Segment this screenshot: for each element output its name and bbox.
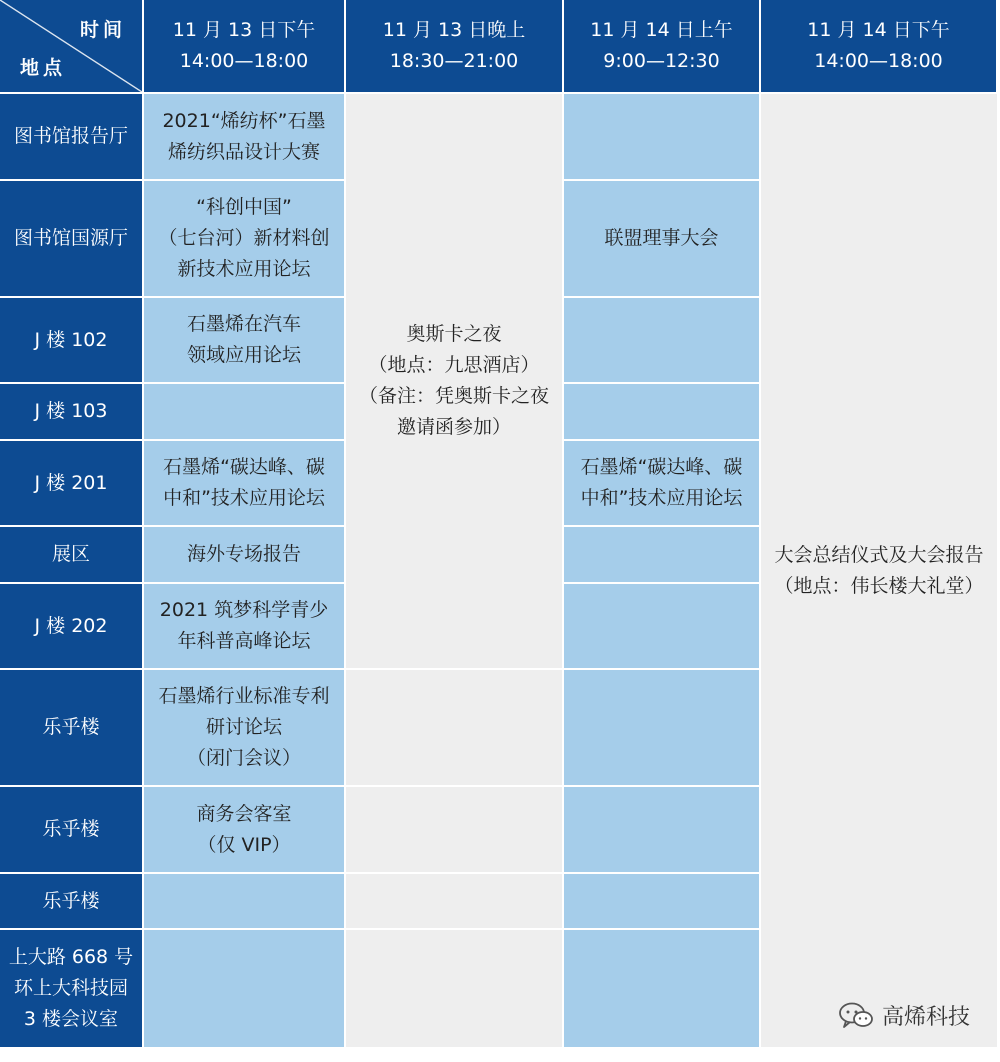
header-row [0,0,997,93]
session-13-evening-cell [345,669,563,786]
session-13-afternoon-cell [143,873,345,929]
afternoon-14-event-label: 大会总结仪式及大会报告 （地点：伟长楼大礼堂） [774,543,984,597]
location-cell [0,583,143,669]
location-cell [0,93,143,180]
session-13-afternoon-cell [143,93,345,180]
location-cell [0,873,143,929]
session-label: 海外专场报告 [186,543,301,565]
session-13-afternoon-cell [143,440,345,526]
corner-cell [0,0,143,93]
location-cell [0,440,143,526]
session-label: 石墨烯行业标准专利 研讨论坛 （闭门会议） [158,685,330,769]
session-label: “科创中国” （七台河）新材料创 新技术应用论坛 [158,196,330,280]
location-cell [0,526,143,583]
location-cell [0,669,143,786]
location-label: J 楼 102 [34,328,108,351]
watermark [838,1003,970,1033]
session-14-morning-cell [563,297,760,383]
session-13-afternoon-cell [143,786,345,873]
session-14-morning-cell [563,583,760,669]
location-label: 乐乎楼 [42,716,100,738]
corner-location-label: 地点 [20,57,67,79]
location-label: 乐乎楼 [42,818,100,840]
location-label: 展区 [51,543,90,565]
column-header-4-label: 11 月 14 日下午 14:00—18:00 [807,19,950,72]
session-14-morning-cell [563,873,760,929]
session-14-morning-cell [563,383,760,440]
location-cell [0,180,143,297]
location-cell [0,929,143,1048]
session-label: 石墨烯在汽车 领域应用论坛 [186,313,301,366]
column-header-4 [760,0,997,93]
column-header-3-label: 11 月 14 日上午 9:00—12:30 [590,19,733,72]
session-label: 联盟理事大会 [604,227,719,249]
location-label: 乐乎楼 [42,889,100,912]
session-14-morning-cell [563,440,760,526]
column-header-2-label: 11 月 13 日晚上 18:30—21:00 [382,19,526,72]
session-13-evening-cell [345,929,563,1048]
session-label: 石墨烯“碳达峰、碳 中和”技术应用论坛 [580,456,743,509]
session-13-evening-cell [345,873,563,929]
session-14-morning-cell [563,669,760,786]
column-header-1-label: 11 月 13 日下午 14:00—18:00 [172,19,316,72]
table-row [0,93,997,180]
corner-time-label: 时间 [79,19,126,41]
watermark-text: 高烯科技 [881,1005,970,1030]
session-14-morning-cell [563,180,760,297]
session-14-morning-cell [563,929,760,1048]
location-label: J 楼 202 [34,614,108,637]
wechat-icon [838,1001,874,1035]
column-header-1 [143,0,345,93]
session-13-afternoon-cell [143,583,345,669]
session-13-afternoon-cell [143,669,345,786]
session-13-afternoon-cell [143,383,345,440]
session-label: 商务会客室 （仅 VIP） [196,802,292,856]
session-13-afternoon-cell [143,929,345,1048]
session-14-morning-cell [563,786,760,873]
session-label: 2021“烯纺杯”石墨 烯纺织品设计大赛 [162,109,326,163]
location-label: 图书馆报告厅 [13,125,128,147]
session-13-evening-cell [345,786,563,873]
location-cell [0,383,143,440]
location-cell [0,786,143,873]
session-13-afternoon-cell [143,180,345,297]
session-label: 2021 筑梦科学青少 年科普高峰论坛 [159,599,329,652]
location-label: 上大路 668 号 环上大科技园 3 楼会议室 [8,946,134,1030]
location-label: J 楼 103 [34,400,108,422]
session-label: 石墨烯“碳达峰、碳 中和”技术应用论坛 [163,456,325,509]
session-13-afternoon-cell [143,526,345,583]
location-label: J 楼 201 [34,471,108,494]
session-14-morning-cell [563,93,760,180]
evening-event-label: 奥斯卡之夜 （地点：九思酒店） （备注：凭奥斯卡之夜 邀请函参加） [358,323,549,438]
session-13-afternoon-cell [143,297,345,383]
column-header-3 [563,0,760,93]
evening-event-cell [345,93,563,669]
column-header-2 [345,0,563,93]
location-label: 图书馆国源厅 [13,227,128,249]
session-14-morning-cell [563,526,760,583]
location-cell [0,297,143,383]
afternoon-14-event-cell [760,93,997,1048]
